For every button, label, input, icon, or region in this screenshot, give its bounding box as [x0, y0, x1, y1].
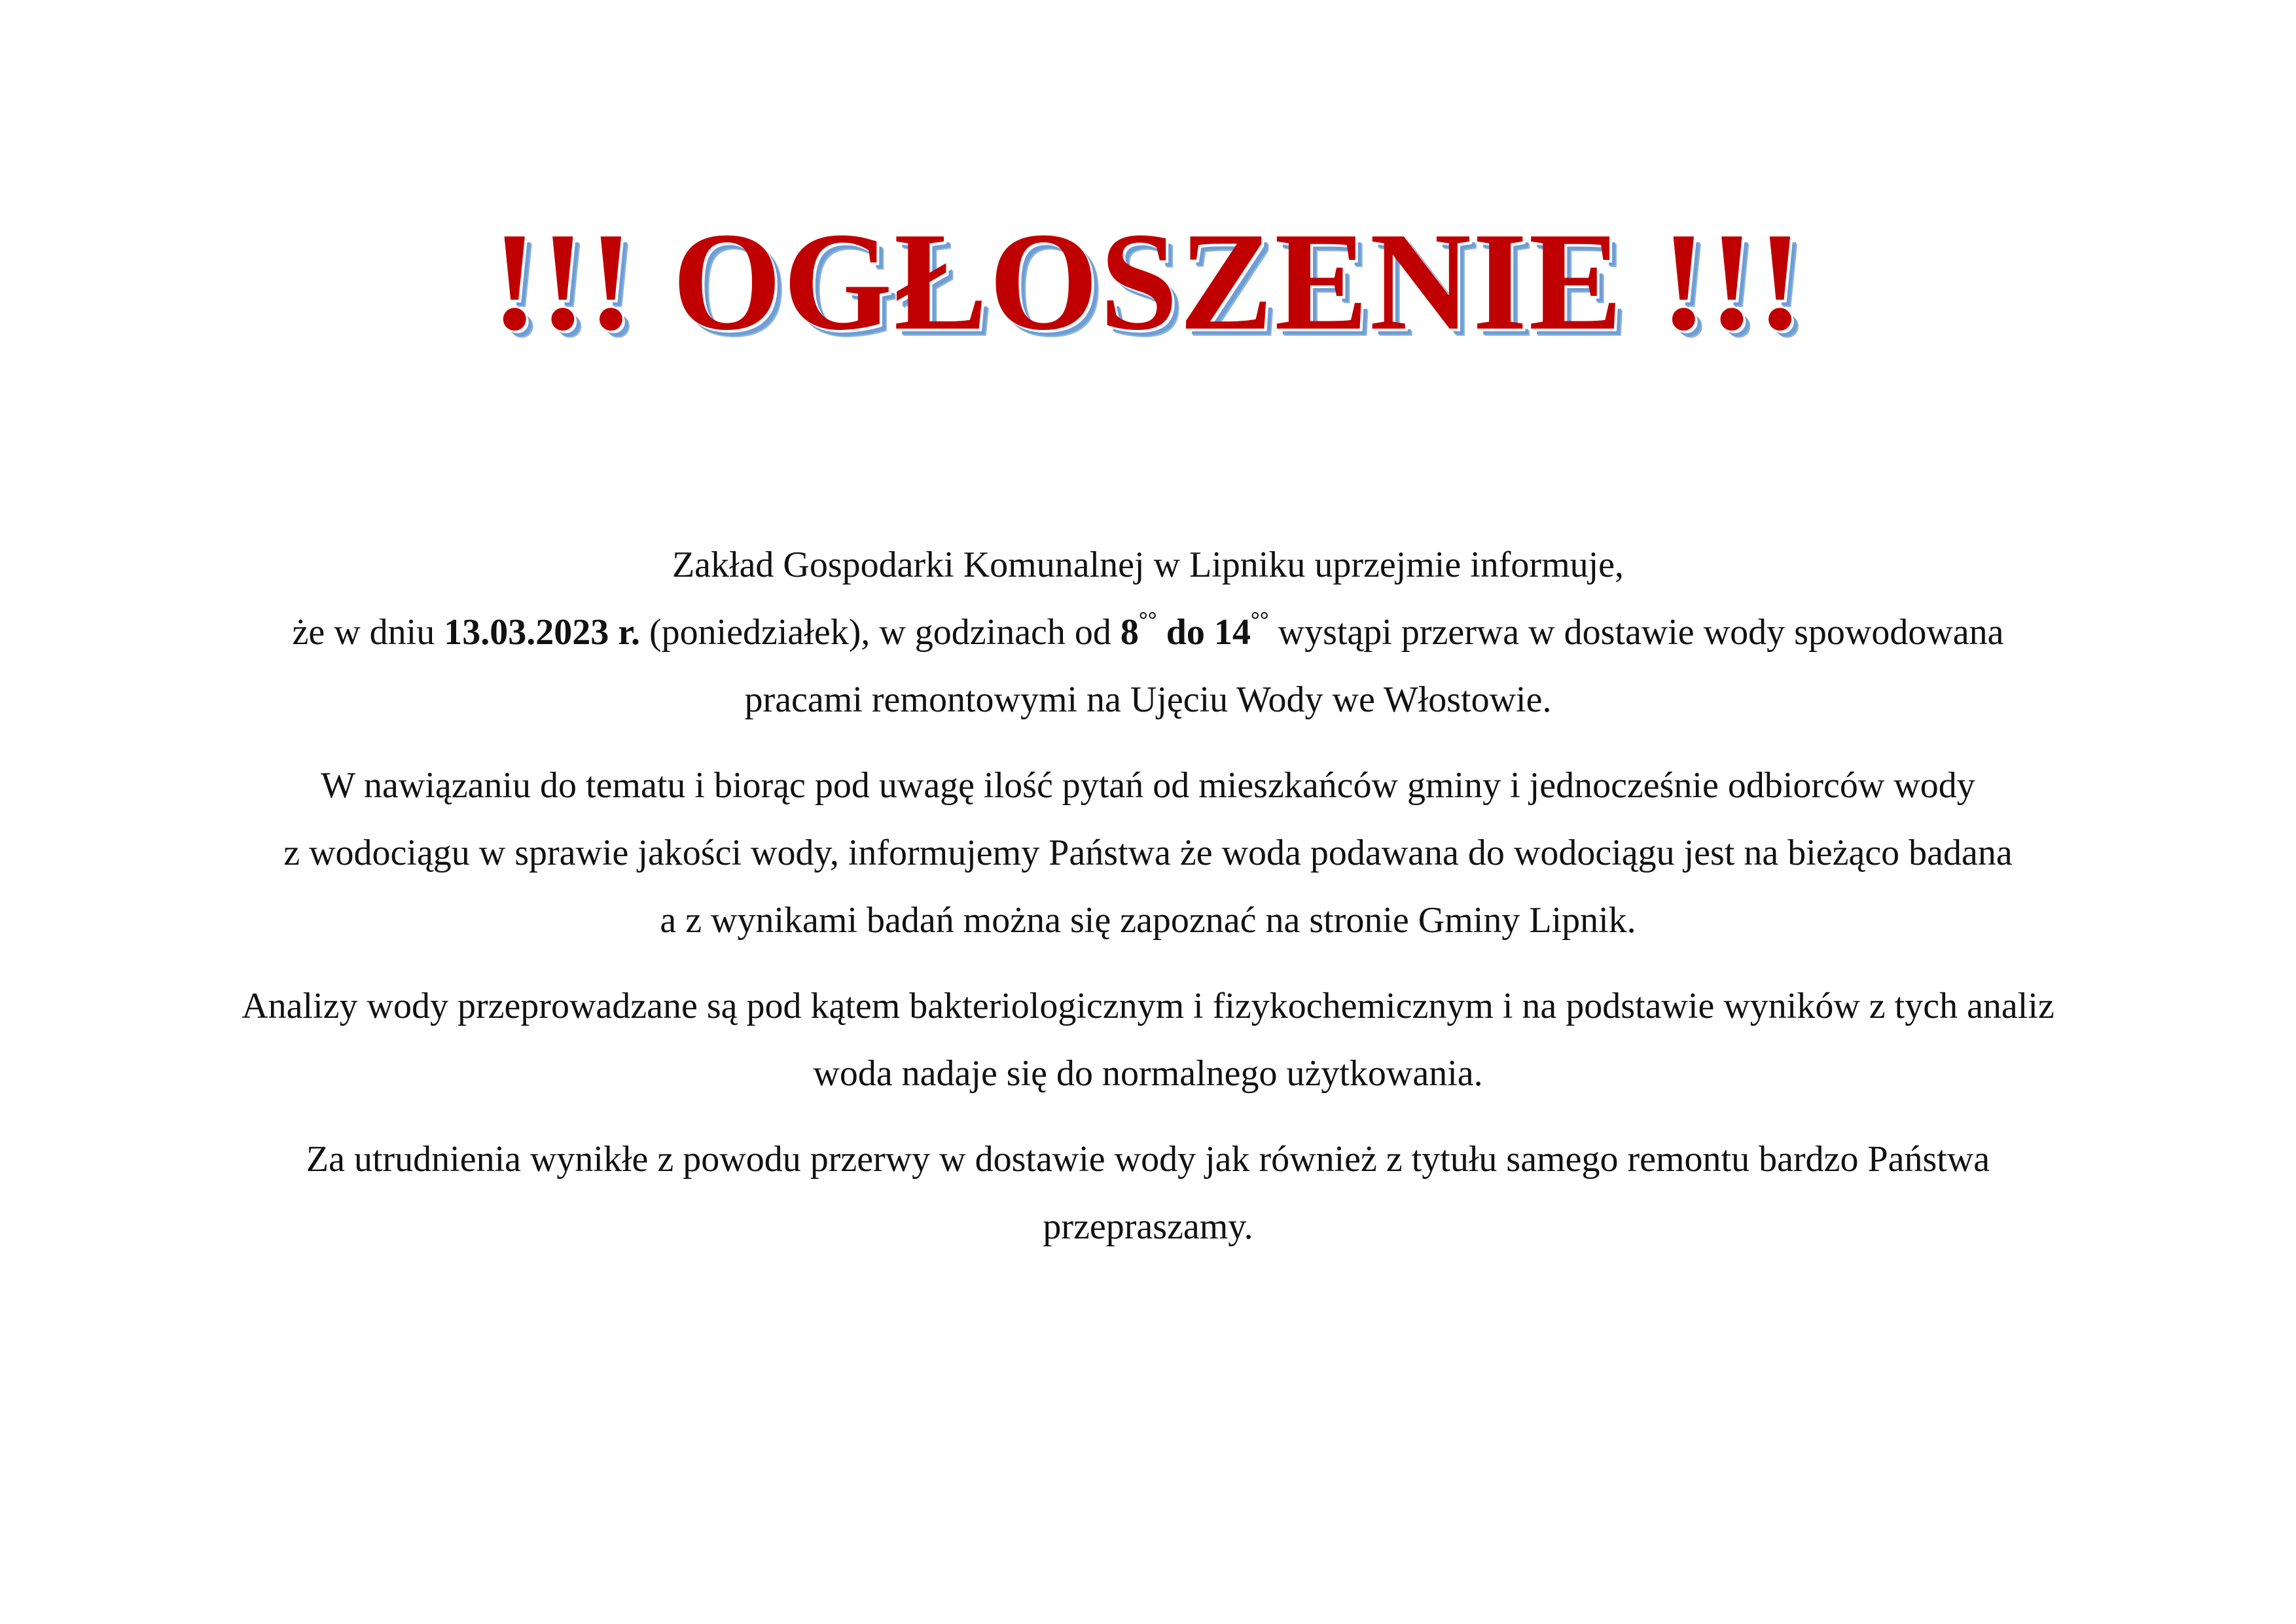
notice-line-2: [0, 599, 2296, 666]
time-from-minutes: °°: [1138, 606, 1157, 632]
quality-line-1: W nawiązaniu do tematu i biorąc pod uwagę ilość pytań od mieszkańców gminy i jednocześnie odbiorców wody: [321, 765, 1975, 806]
paragraph-apology: [0, 1126, 2296, 1261]
paragraph-analysis: [0, 973, 2296, 1108]
notice-line-3: pracami remontowymi na Ujęciu Wody we Włostowie.: [744, 679, 1552, 720]
analysis-line-2: woda nadaje się do normalnego użytkowania.: [813, 1053, 1483, 1094]
apology-line-2: przepraszamy.: [1043, 1206, 1253, 1247]
quality-line-3: a z wynikami badań można się zapoznać na stronie Gminy Lipnik.: [660, 900, 1636, 941]
time-from-hour: 8: [1120, 612, 1139, 653]
announcement-body: [0, 532, 2296, 1279]
outage-date: 13.03.2023 r.: [444, 612, 640, 653]
analysis-line-1: Analizy wody przeprowadzane są pod kątem bakteriologicznym i fizykochemicznym i na podstawie wyników z tych analiz: [242, 986, 2054, 1026]
apology-line-1: Za utrudnienia wynikłe z powodu przerwy w dostawie wody jak również z tytułu samego remontu bardzo Państwa: [306, 1139, 1990, 1180]
paragraph-water-quality: [0, 752, 2296, 954]
notice-day: (poniedziałek), w godzinach od: [639, 612, 1121, 653]
time-to-hour: 14: [1213, 612, 1251, 653]
notice-line-1: Zakład Gospodarki Komunalnej w Lipniku uprzejmie informuje,: [672, 545, 1624, 585]
paragraph-outage-notice: [0, 532, 2296, 734]
time-separator: do: [1157, 612, 1214, 653]
time-to-minutes: °°: [1250, 606, 1269, 632]
outage-time-range: [1120, 606, 1269, 653]
announcement-title: !!! OGŁOSZENIE !!!: [491, 203, 1805, 359]
quality-line-2: z wodociągu w sprawie jakości wody, informujemy Państwa że woda podawana do wodociągu jest na bieżąco badana: [283, 833, 2013, 873]
notice-prefix: że w dniu: [292, 612, 444, 653]
notice-suffix: wystąpi przerwa w dostawie wody spowodowana: [1268, 612, 2004, 653]
